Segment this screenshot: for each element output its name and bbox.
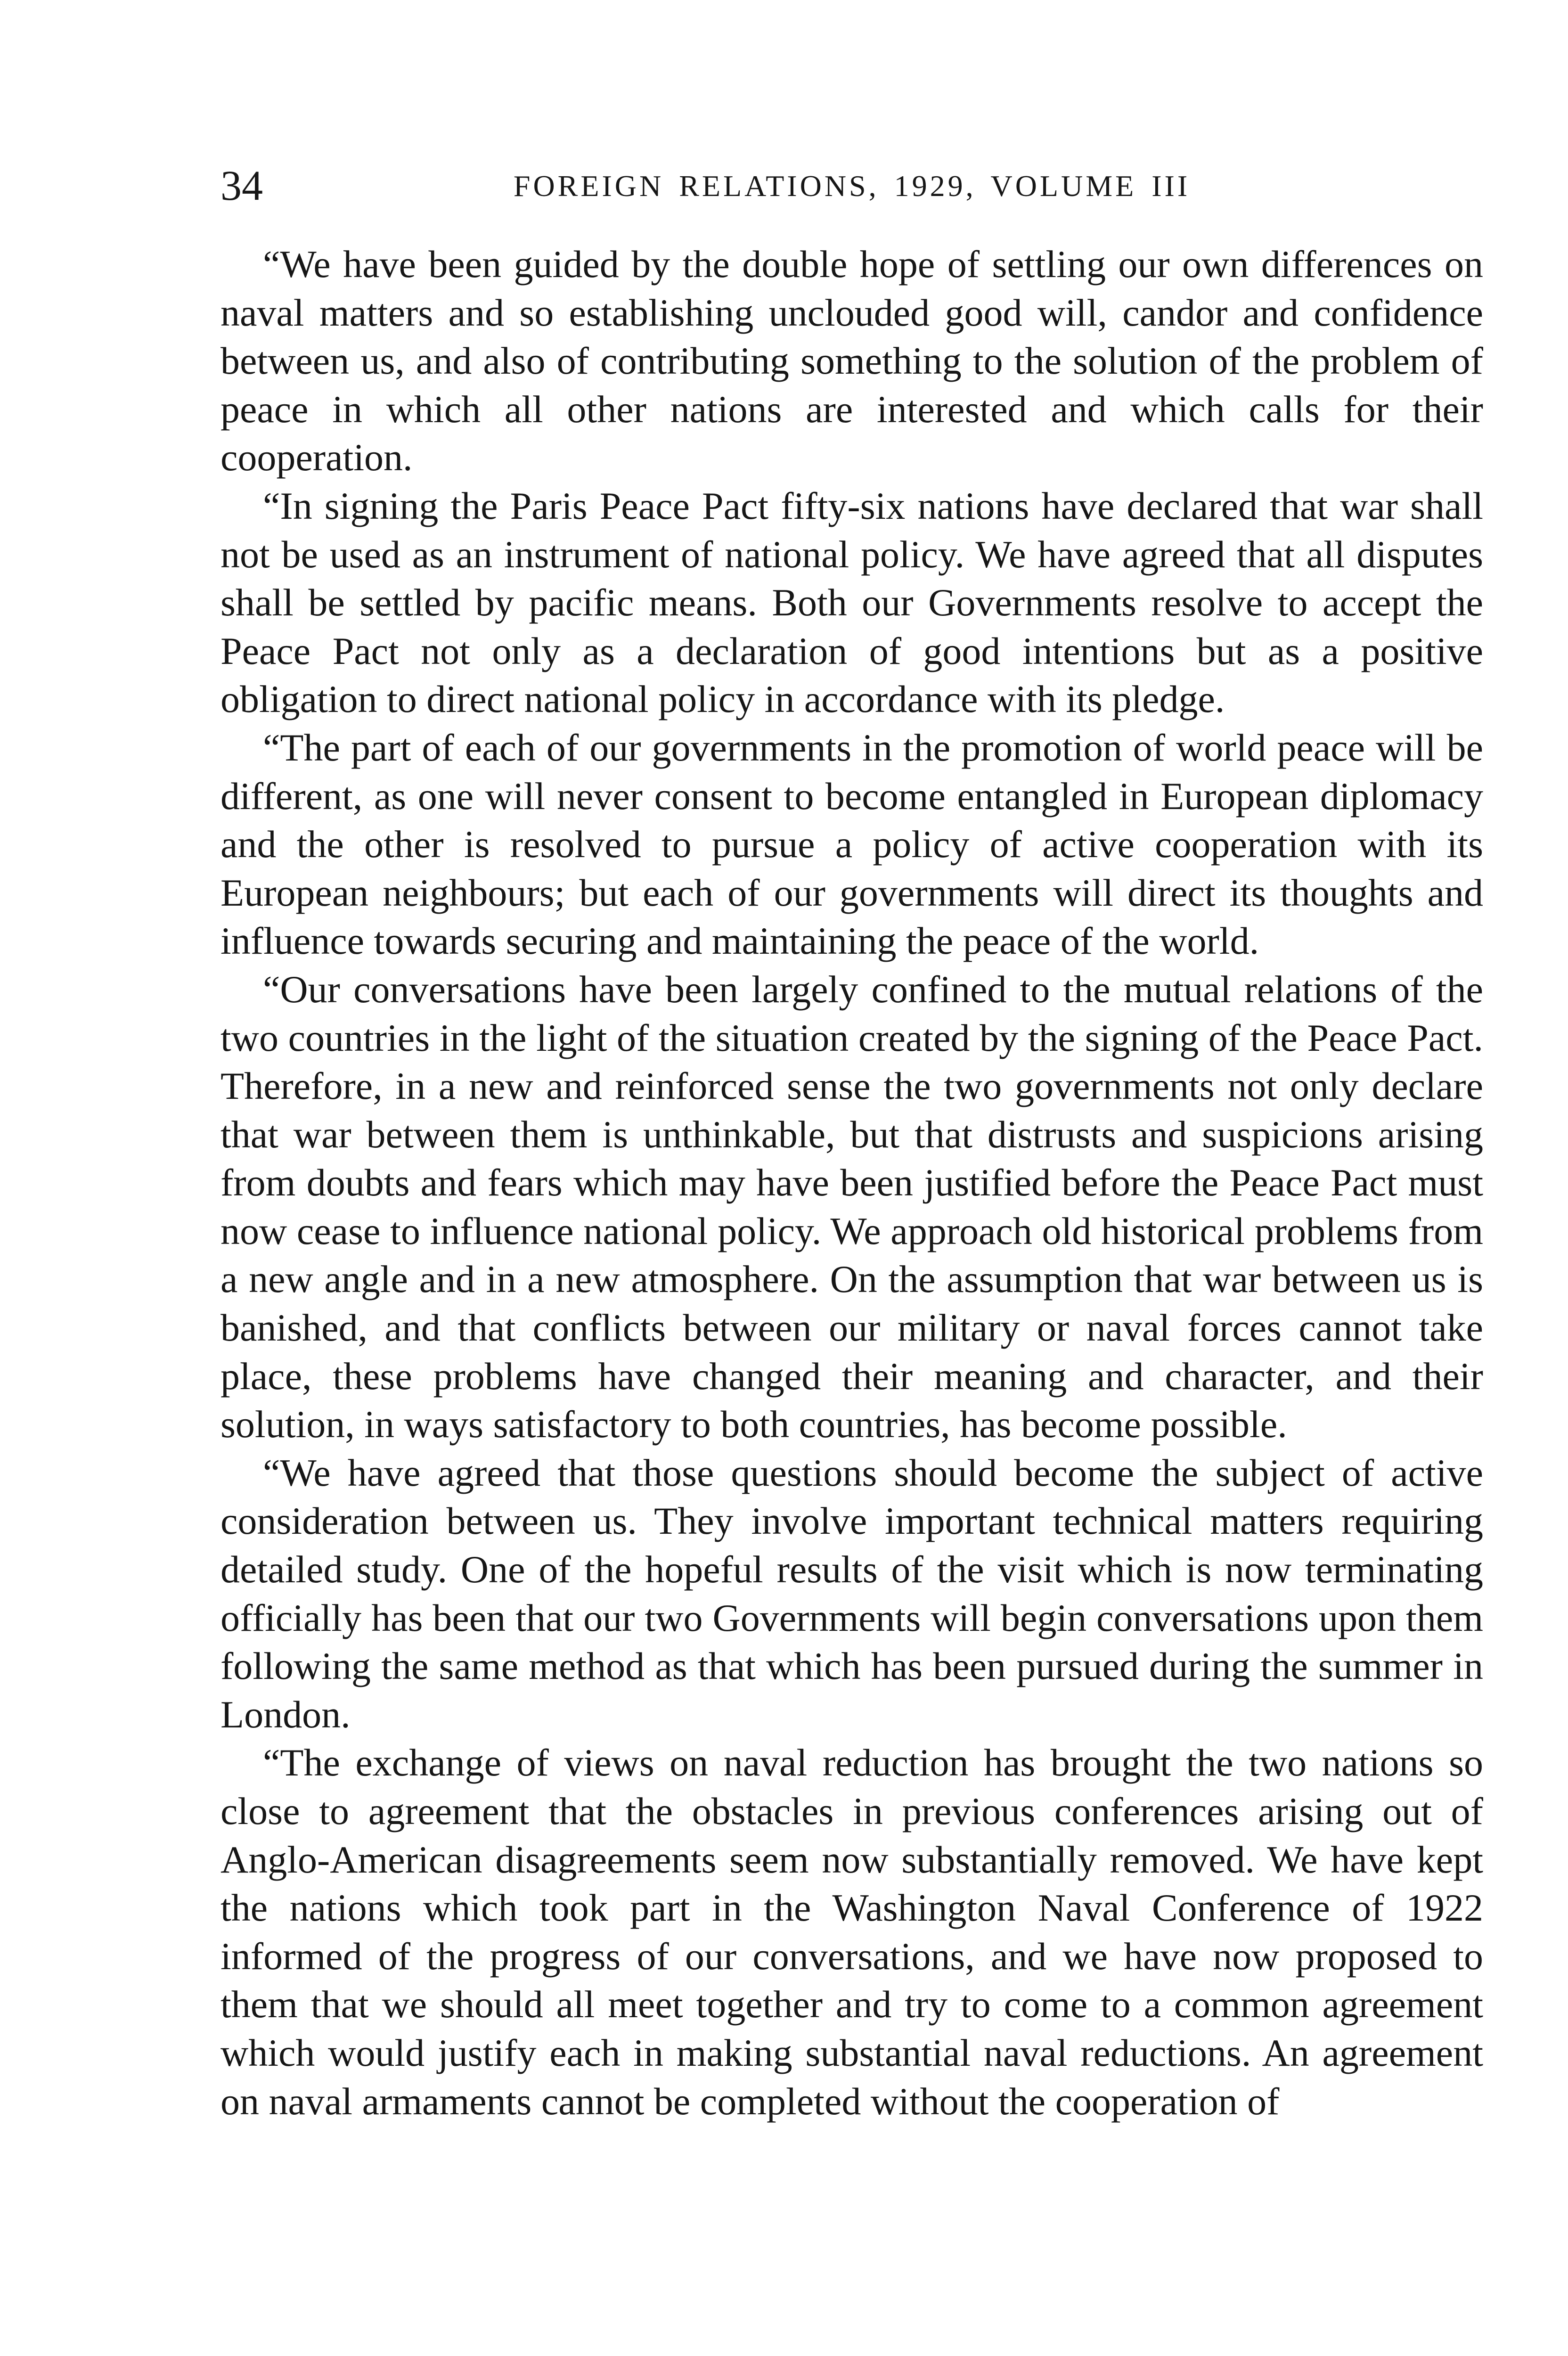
body-text [220,240,1483,2126]
paragraph-mutual-relations: “Our conversations have been largely confined to the mutual relations of the two countries in the light of the situation created by the signing of the Peace Pact. Therefore, in a new and reinforced sense the two governments not only declare that war between them is unthinkable, but that distrusts and suspicions arising from doubts and fears which may have been justified before the Peace Pact must now cease to influence national policy. We approach old historical problems from a new angle and in a new atmosphere. On the assumption that war between us is banished, and that conflicts between our military or naval forces cannot take place, these problems have changed their meaning and character, and their solution, in ways satisfactory to both countries, has become possible. [220,967,1483,1446]
paragraph-world-peace: “The part of each of our governments in the promotion of world peace will be different, as one will never consent to become entangled in European diplomacy and the other is resolved to pursue a policy of active cooperation with its European neighbours; but each of our governments will direct its thoughts and influence towards securing and maintaining the peace of the world. [220,726,1483,963]
page-number: 34 [220,163,263,209]
paragraph-naval-reduction: “The exchange of views on naval reduction has brought the two nations so close to agreement that the obstacles in previous conferences arising out of Anglo-American disagreements seem now substantially removed. We have kept the nations which took part in the Washington Naval Conference of 1922 informed of the progress of our conversations, and we have now proposed to them that we should all meet together and try to come to a common agreement which would justify each in making substantial naval reductions. An agreement on naval armaments cannot be completed without the cooperation of [220,1741,1483,2123]
running-title: FOREIGN RELATIONS, 1929, VOLUME III [513,169,1191,203]
running-head [220,160,1483,212]
paragraph-guided-by-double-hope: “We have been guided by the double hope of settling our own differences on naval matters and so establishing unclouded good will, candor and confidence between us, and also of contributing something to the solution of the problem of peace in which all other nations are interested and which calls for their cooperation. [220,243,1483,479]
paragraph-paris-peace-pact: “In signing the Paris Peace Pact fifty-six nations have declared that war shall not be used as an instrument of national policy. We have agreed that all disputes shall be settled by pacific means. Both our Governments resolve to accept the Peace Pact not only as a declaration of good intentions but as a positive obligation to direct national policy in accordance with its pledge. [220,484,1483,721]
paragraph-active-consideration: “We have agreed that those questions should become the subject of active consideration between us. They involve important technical matters requiring detailed study. One of the hopeful results of the visit which is now terminating officially has been that our two Governments will begin conversations upon them following the same method as that which has been pursued during the summer in London. [220,1451,1483,1736]
